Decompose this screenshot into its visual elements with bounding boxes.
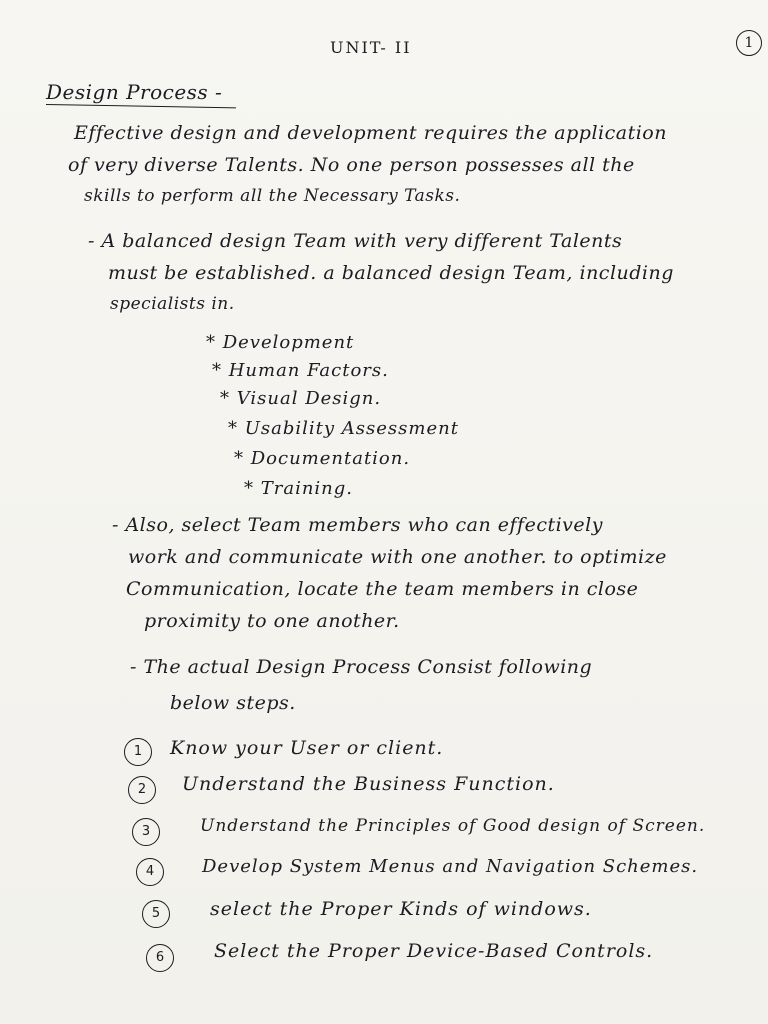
page-number: 1 xyxy=(736,30,762,56)
paragraph3-line3: Communication, locate the team members in close xyxy=(126,578,639,600)
step-number: 1 xyxy=(124,738,152,766)
step-text: Develop System Menus and Navigation Schemes. xyxy=(202,856,699,877)
paragraph2-line2: must be established. a balanced design Team, including xyxy=(108,262,674,284)
paragraph2-line3: specialists in. xyxy=(110,294,235,314)
step-number: 6 xyxy=(146,944,174,972)
specialist-item: * Usability Assessment xyxy=(228,418,459,439)
specialist-item: * Documentation. xyxy=(234,448,411,469)
paragraph1-line1: Effective design and development requires the application xyxy=(74,122,667,144)
step-text: select the Proper Kinds of windows. xyxy=(210,898,592,920)
paragraph4-line2: below steps. xyxy=(170,692,296,714)
specialist-item: * Training. xyxy=(244,478,354,499)
specialist-item: * Human Factors. xyxy=(212,360,389,381)
section-title: Design Process - xyxy=(46,80,223,104)
paragraph1-line2: of very diverse Talents. No one person possesses all the xyxy=(68,154,635,176)
step-number: 3 xyxy=(132,818,160,846)
paragraph3-line2: work and communicate with one another. to optimize xyxy=(128,546,667,568)
step-text: Understand the Principles of Good design of Screen. xyxy=(200,816,706,836)
section-title-underline xyxy=(46,104,236,108)
specialist-item: * Visual Design. xyxy=(220,388,382,409)
specialist-item: * Development xyxy=(206,332,355,353)
step-text: Understand the Business Function. xyxy=(182,773,555,795)
paragraph1-line3: skills to perform all the Necessary Tasks. xyxy=(84,186,461,206)
paragraph3-line4: proximity to one another. xyxy=(144,610,400,632)
paragraph3-line1: - Also, select Team members who can effectively xyxy=(112,514,603,536)
step-number: 2 xyxy=(128,776,156,804)
unit-heading: UNIT- II xyxy=(330,38,412,57)
step-number: 4 xyxy=(136,858,164,886)
step-text: Select the Proper Device-Based Controls. xyxy=(214,940,654,962)
paragraph4-line1: - The actual Design Process Consist following xyxy=(130,656,593,678)
paragraph2-line1: - A balanced design Team with very different Talents xyxy=(88,230,623,252)
step-number: 5 xyxy=(142,900,170,928)
step-text: Know your User or client. xyxy=(170,737,444,759)
